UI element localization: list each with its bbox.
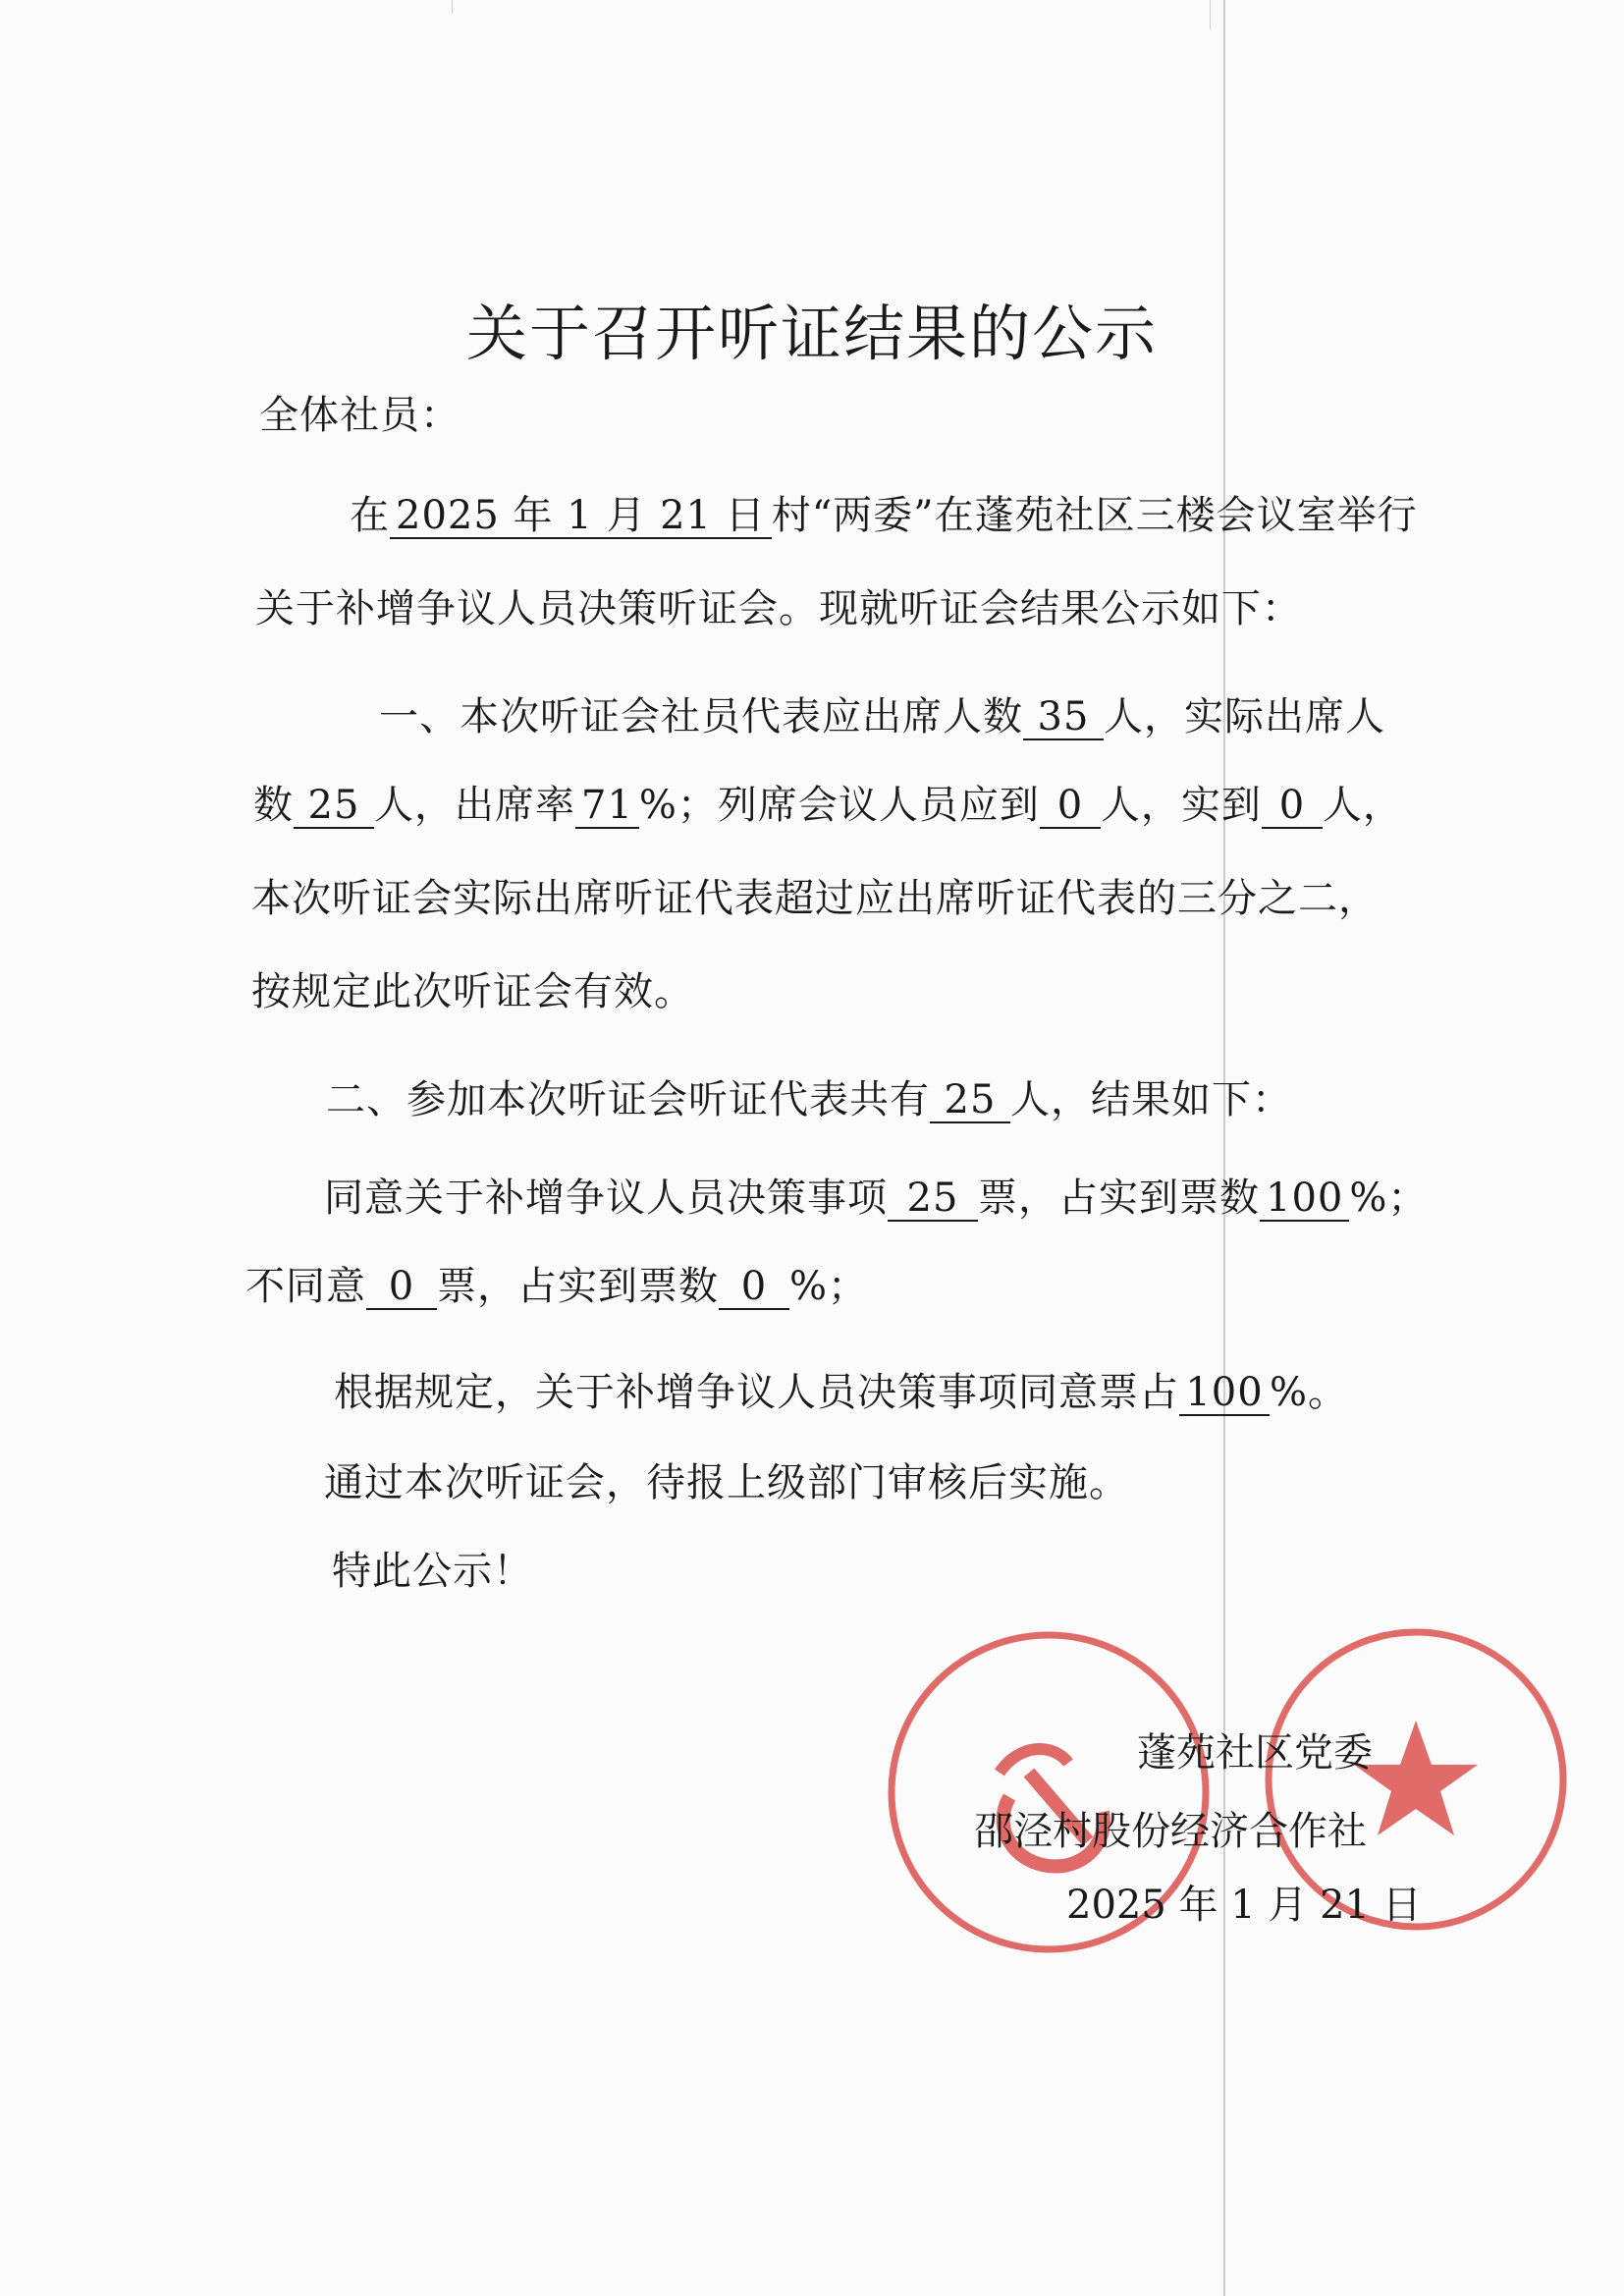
conclusion-text: %。 bbox=[1270, 1370, 1349, 1415]
intro-date: 2025 年 1 月 21 日 bbox=[390, 494, 772, 539]
section1-line-1 bbox=[379, 692, 1385, 741]
disagree-votes-value: 0 bbox=[366, 1265, 437, 1310]
section1-text: 一、本次听证会社员代表应出席人数 bbox=[379, 694, 1023, 739]
section2-text: 二、参加本次听证会听证代表共有 bbox=[326, 1077, 930, 1122]
scan-line-artifact bbox=[1210, 0, 1211, 29]
intro-line-1 bbox=[350, 491, 1418, 540]
nonvoting-should-value: 0 bbox=[1040, 784, 1101, 829]
signature-date: 2025 年 1 月 21 日 bbox=[1066, 1883, 1422, 1928]
section2-text: 票，占实到票数 bbox=[437, 1264, 719, 1309]
intro-prefix: 在 bbox=[350, 493, 390, 538]
conclusion-line-3: 特此公示！ bbox=[332, 1549, 533, 1594]
section2-line-1 bbox=[326, 1075, 1292, 1124]
section2-text: 人，结果如下： bbox=[1010, 1077, 1292, 1122]
conclusion-line-1 bbox=[334, 1368, 1348, 1417]
section2-text: 票，占实到票数 bbox=[978, 1175, 1260, 1221]
signature-org-1: 蓬苑社区党委 bbox=[1137, 1730, 1373, 1776]
section1-text: 人， bbox=[1322, 783, 1403, 828]
salutation: 全体社员： bbox=[259, 393, 460, 438]
agree-votes-value: 25 bbox=[888, 1176, 978, 1222]
actual-attend-value: 25 bbox=[294, 784, 374, 829]
conclusion-text: 根据规定，关于补增争议人员决策事项同意票占 bbox=[334, 1370, 1179, 1415]
section1-line-2 bbox=[253, 781, 1403, 830]
disagree-pct-value: 0 bbox=[719, 1265, 789, 1310]
agree-share-value: 100 bbox=[1179, 1371, 1270, 1416]
disagree-line bbox=[245, 1262, 868, 1311]
section1-text: %；列席会议人员应到 bbox=[638, 783, 1040, 828]
scan-line-artifact bbox=[452, 0, 453, 14]
section2-text: %； bbox=[789, 1264, 869, 1309]
section2-text: 不同意 bbox=[245, 1264, 366, 1309]
nonvoting-actual-value: 0 bbox=[1262, 784, 1323, 829]
section1-line-3: 本次听证会实际出席听证代表超过应出席听证代表的三分之二， bbox=[251, 876, 1379, 921]
agree-line bbox=[324, 1174, 1428, 1223]
intro-line-2: 关于补增争议人员决策听证会。现就听证会结果公示如下： bbox=[255, 586, 1302, 631]
signature-org-2: 邵泾村股份经济合作社 bbox=[974, 1809, 1367, 1854]
section1-text: 人，出席率 bbox=[374, 783, 575, 828]
conclusion-line-2: 通过本次听证会，待报上级部门审核后实施。 bbox=[324, 1460, 1129, 1505]
section1-text: 人，实际出席人 bbox=[1104, 694, 1385, 739]
section1-text: 数 bbox=[253, 783, 294, 828]
section2-text: %； bbox=[1349, 1175, 1429, 1221]
agree-pct-value: 100 bbox=[1260, 1176, 1349, 1222]
intro-after-date: 村“两委”在蓬苑社区三楼会议室举行 bbox=[771, 493, 1418, 538]
should-attend-value: 35 bbox=[1023, 695, 1104, 740]
total-reps-value: 25 bbox=[930, 1078, 1010, 1123]
page-title: 关于召开听证结果的公示 bbox=[465, 298, 1158, 369]
section2-text: 同意关于补增争议人员决策事项 bbox=[324, 1175, 888, 1221]
section1-line-4: 按规定此次听证会有效。 bbox=[251, 969, 694, 1014]
section1-text: 人，实到 bbox=[1100, 783, 1262, 828]
attend-rate-value: 71 bbox=[575, 784, 639, 829]
